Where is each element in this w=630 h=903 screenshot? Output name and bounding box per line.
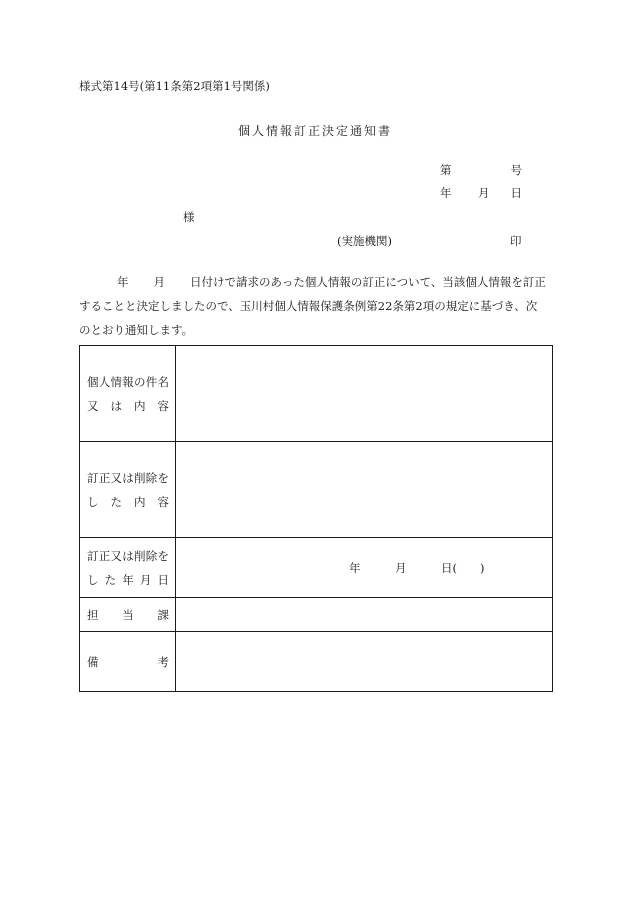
label-subject xyxy=(80,346,176,442)
number-prefix: 第 xyxy=(440,163,452,177)
label-char: 担 xyxy=(87,607,99,622)
label-char: 訂 xyxy=(87,548,99,563)
label-line xyxy=(80,568,175,592)
label-char: 除 xyxy=(145,548,158,563)
label-char: を xyxy=(157,548,169,563)
label-remarks xyxy=(80,632,176,692)
label-line xyxy=(80,394,175,418)
label-char: た xyxy=(110,494,122,509)
table-row xyxy=(80,598,553,632)
label-char: 内 xyxy=(134,398,146,413)
value-remarks xyxy=(176,632,553,692)
label-char: 年 xyxy=(122,572,134,587)
label-char: 件 xyxy=(145,374,158,389)
date-month: 月 xyxy=(478,186,490,200)
decision-table xyxy=(79,345,553,692)
body-line-2: することと決定しましたので、玉川村個人情報保護条例第22条第2項の規定に基づき、次 xyxy=(79,299,538,313)
label-correction-date xyxy=(80,538,176,598)
label-char: 内 xyxy=(134,494,146,509)
label-char: 当 xyxy=(122,607,134,622)
label-char: 報 xyxy=(122,374,134,389)
label-department xyxy=(80,598,176,632)
table-row xyxy=(80,632,553,692)
label-char: 日 xyxy=(157,572,169,587)
correction-date-text: 年 月 日( ) xyxy=(349,560,485,575)
label-char: は xyxy=(122,548,134,563)
table-row xyxy=(80,442,553,538)
label-char: を xyxy=(157,470,169,485)
label-corrected-content xyxy=(80,442,176,538)
label-char: は xyxy=(122,470,134,485)
body-line-3: のとおり通知します。 xyxy=(79,323,194,337)
issuer: (実施機関) xyxy=(337,234,392,248)
notice-body xyxy=(79,270,553,342)
table-row xyxy=(80,346,553,442)
issue-date xyxy=(440,188,522,200)
value-department xyxy=(176,598,553,632)
label-char: し xyxy=(87,494,99,509)
label-char: 又 xyxy=(110,470,122,485)
label-char: 削 xyxy=(134,548,146,563)
date-day: 日 xyxy=(510,186,522,200)
label-char: 正 xyxy=(98,548,111,563)
label-line xyxy=(80,544,175,568)
label-char: 名 xyxy=(157,374,169,389)
label-line xyxy=(80,490,175,514)
addressee: 様 xyxy=(183,210,195,224)
label-char: 課 xyxy=(157,607,169,622)
label-line xyxy=(80,466,175,490)
label-char: 除 xyxy=(145,470,158,485)
body-month: 月 xyxy=(153,275,165,289)
label-char: 又 xyxy=(110,548,122,563)
label-char: 正 xyxy=(98,470,111,485)
label-char: 容 xyxy=(157,398,169,413)
label-char: 月 xyxy=(139,572,152,587)
value-subject xyxy=(176,346,553,442)
label-line xyxy=(80,605,175,625)
seal-mark: 印 xyxy=(510,234,522,248)
date-year: 年 xyxy=(440,186,452,200)
body-year: 年 xyxy=(117,275,129,289)
label-char: 容 xyxy=(157,494,169,509)
label-char: 考 xyxy=(157,654,169,669)
label-char: は xyxy=(110,398,122,413)
label-line xyxy=(80,370,175,394)
label-char: 人 xyxy=(98,374,111,389)
number-suffix: 号 xyxy=(510,163,522,177)
label-char: 個 xyxy=(87,374,99,389)
label-char: 訂 xyxy=(87,470,99,485)
value-correction-date xyxy=(176,538,553,598)
label-char: し xyxy=(87,572,99,587)
label-char: 又 xyxy=(87,398,99,413)
label-line xyxy=(80,652,175,672)
label-char: 情 xyxy=(110,374,122,389)
label-char: の xyxy=(134,374,146,389)
value-corrected-content xyxy=(176,442,553,538)
form-reference: 様式第14号(第11条第2項第1号関係) xyxy=(79,79,270,93)
label-char: た xyxy=(104,572,117,587)
document-title: 個人情報訂正決定通知書 xyxy=(237,124,392,138)
table-row xyxy=(80,538,553,598)
body-line-1-text: 日付けで請求のあった個人情報の訂正について、当該個人情報を訂正 xyxy=(190,275,546,289)
label-char: 備 xyxy=(87,654,99,669)
body-line-1 xyxy=(79,270,553,294)
label-char: 削 xyxy=(134,470,146,485)
